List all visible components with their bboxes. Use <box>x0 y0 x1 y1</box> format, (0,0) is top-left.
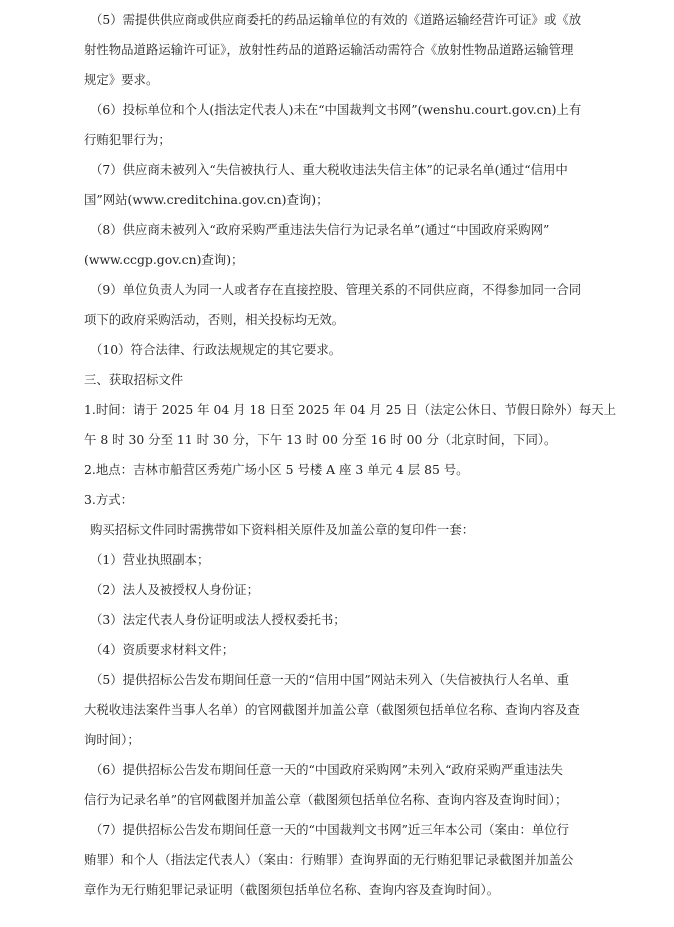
text-line-29 <box>0 852 674 868</box>
text-content: 项下的政府采购活动，否则，相关投标均无效。 <box>84 312 345 327</box>
text-line-18 <box>0 522 674 538</box>
text-line-30 <box>0 882 674 898</box>
text-line-10 <box>0 282 674 298</box>
text-line-20 <box>0 582 674 598</box>
text-content: 贿罪）和个人（指法定代表人）（案由：行贿罪）查询界面的无行贿犯罪记录截图并加盖公 <box>84 852 574 867</box>
text-line-24 <box>0 702 674 718</box>
text-line-27 <box>0 792 674 808</box>
text-line-3 <box>0 72 674 88</box>
text-line-26 <box>0 762 674 778</box>
text-content: 规定》要求。 <box>84 72 159 87</box>
text-line-28 <box>0 822 674 838</box>
text-line-25 <box>0 732 674 748</box>
text-content: （6）投标单位和个人(指法定代表人)未在“中国裁判文书网”(wenshu.court.gov.cn)上有 <box>90 102 582 117</box>
text-content: 三、获取招标文件 <box>84 372 184 387</box>
text-line-21 <box>0 612 674 628</box>
text-line-22 <box>0 642 674 658</box>
text-content: 射性物品道路运输许可证》，放射性药品的道路运输活动需符合《放射性物品道路运输管理 <box>84 42 574 57</box>
text-content: （5）提供招标公告发布期间任意一天的“信用中国”网站未列入（失信被执行人名单、重 <box>90 672 570 687</box>
text-content: 午 8 时 30 分至 11 时 30 分，下午 13 时 00 分至 16 时 00 分（北京时间，下同）。 <box>84 432 557 447</box>
text-content: （1）营业执照副本； <box>90 552 210 567</box>
text-content: （2）法人及被授权人身份证； <box>90 582 259 597</box>
text-content: 1.时间：请于 2025 年 04 月 18 日至 2025 年 04 月 25 日（法定公休日、节假日除外）每天上 <box>84 402 616 417</box>
text-content: 2.地点：吉林市船营区秀苑广场小区 5 号楼 A 座 3 单元 4 层 85 号。 <box>84 462 469 477</box>
text-content: 国”网站(www.creditchina.gov.cn)查询)； <box>84 192 329 207</box>
text-line-23 <box>0 672 674 688</box>
text-content: （3）法定代表人身份证明或法人授权委托书； <box>90 612 346 627</box>
text-line-9 <box>0 252 674 268</box>
text-line-15 <box>0 432 674 448</box>
text-content: （6）提供招标公告发布期间任意一天的“中国政府采购网”未列入“政府采购严重违法失 <box>90 762 563 777</box>
text-content: 大税收违法案件当事人名单）的官网截图并加盖公章（截图须包括单位名称、查询内容及查 <box>84 702 580 717</box>
text-line-14 <box>0 402 674 418</box>
text-content: （5）需提供供应商或供应商委托的药品运输单位的有效的《道路运输经营许可证》或《放 <box>90 12 582 27</box>
text-content: （7）供应商未被列入“失信被执行人、重大税收违法失信主体”的记录名单(通过“信用中 <box>90 162 568 177</box>
text-content: 信行为记录名单”的官网截图并加盖公章（截图须包括单位名称、查询内容及查询时间）； <box>84 792 568 807</box>
text-content: 行贿犯罪行为； <box>84 132 171 147</box>
text-line-17 <box>0 492 674 508</box>
text-line-19 <box>0 552 674 568</box>
text-content: （9）单位负责人为同一人或者存在直接控股、管理关系的不同供应商，不得参加同一合同 <box>90 282 582 297</box>
text-line-1 <box>0 12 674 28</box>
text-line-7 <box>0 192 674 208</box>
text-content: （10）符合法律、行政法规规定的其它要求。 <box>90 342 342 357</box>
section-heading <box>0 372 674 388</box>
text-line-6 <box>0 162 674 178</box>
text-line-2 <box>0 42 674 58</box>
text-line-8 <box>0 222 674 238</box>
text-content: （8）供应商未被列入“政府采购严重违法失信行为记录名单”(通过“中国政府采购网” <box>90 222 550 237</box>
text-content: （7）提供招标公告发布期间任意一天的“中国裁判文书网”近三年本公司（案由：单位行 <box>90 822 570 837</box>
text-content: （4）资质要求材料文件； <box>90 642 235 657</box>
text-line-4 <box>0 102 674 118</box>
text-content: 询时间）； <box>84 732 140 747</box>
text-content: 3.方式： <box>84 492 133 507</box>
text-line-11 <box>0 312 674 328</box>
text-line-5 <box>0 132 674 148</box>
text-line-12 <box>0 342 674 358</box>
text-content: 章作为无行贿犯罪记录证明（截图须包括单位名称、查询内容及查询时间）。 <box>84 882 500 897</box>
text-content: 购买招标文件同时需携带如下资料相关原件及加盖公章的复印件一套： <box>90 522 475 537</box>
text-line-16 <box>0 462 674 478</box>
text-content: (www.ccgp.gov.cn)查询)； <box>84 252 244 267</box>
